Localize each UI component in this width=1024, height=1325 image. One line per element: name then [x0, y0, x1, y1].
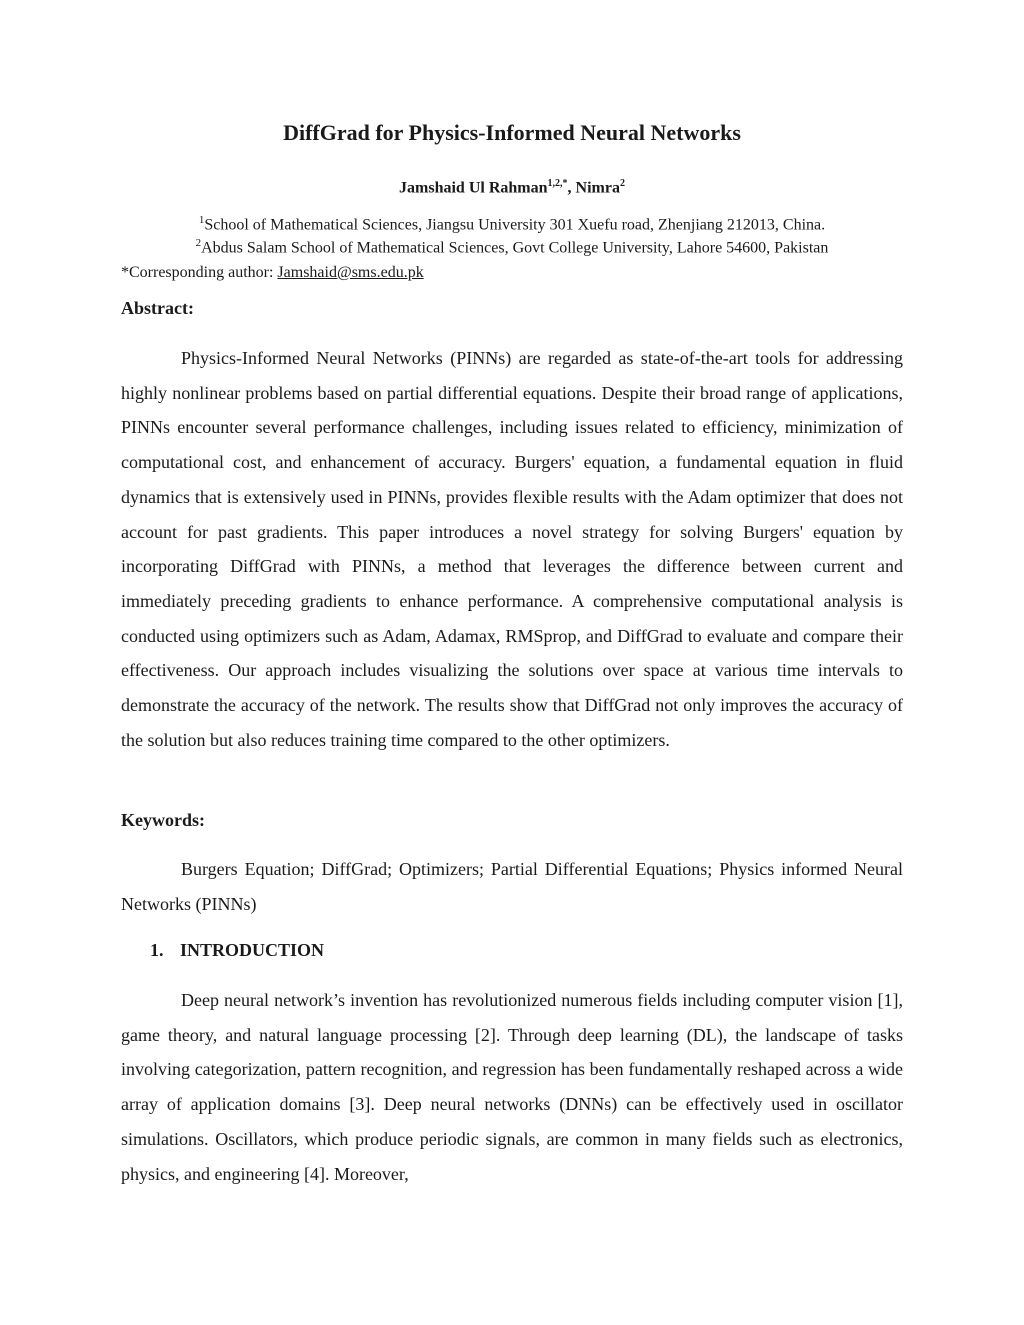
abstract-text: Physics-Informed Neural Networks (PINNs) are regarded as state-of-the-art tools for addressing highly nonlinear problems based on partial differential equations. Despite their broad range of applications, PINNs encounter several performance challenges, including issues related to efficiency, minimization of computational cost, and enhancement of accuracy. Burgers' equation, a fundamental equation in fluid dynamics that is extensively used in PINNs, provides flexible results with the Adam optimizer that does not account for past gradients. This paper introduces a novel strategy for solving Burgers' equation by incorporating DiffGrad with PINNs, a method that leverages the difference between current and immediately preceding gradients to enhance performance. A comprehensive computational analysis is conducted using optimizers such as Adam, Adamax, RMSprop, and DiffGrad to evaluate and compare their effectiveness. Our approach includes visualizing the solutions over space at various time intervals to demonstrate the accuracy of the network. The results show that DiffGrad not only improves the accuracy of the solution but also reduces training time compared to the other optimizers.	[121, 348, 903, 750]
paper-title: DiffGrad for Physics-Informed Neural Networks	[283, 120, 741, 145]
affiliation-2-text: Abdus Salam School of Mathematical Sciences, Govt College University, Lahore 54600, Pakistan	[201, 239, 829, 257]
section-title: INTRODUCTION	[180, 940, 325, 960]
section-number: 1.	[150, 940, 164, 960]
introduction-heading	[150, 940, 324, 961]
affiliation-2	[0, 237, 1024, 257]
author-2-affiliation-marker: 2	[619, 178, 625, 189]
abstract-heading: Abstract:	[121, 298, 194, 318]
keywords-text: Burgers Equation; DiffGrad; Optimizers; Partial Differential Equations; Physics informed Neural Networks (PINNs)	[121, 859, 903, 914]
affiliation-1-marker: 1	[198, 214, 205, 226]
corresponding-author	[121, 264, 424, 282]
author-separator: ,	[567, 179, 576, 197]
author-name-1: Jamshaid Ul Rahman	[399, 179, 548, 197]
affiliation-2-marker: 2	[195, 237, 202, 249]
author-line	[0, 178, 1024, 197]
introduction-text: Deep neural network’s invention has revolutionized numerous fields including computer vision [1], game theory, and natural language processing [2]. Through deep learning (DL), the landscape of tasks involving categorization, pattern recognition, and regression has been fundamentally reshaped across a wide array of application domains [3]. Deep neural networks (DNNs) can be effectively used in oscillator simulations. Oscillators, which produce periodic signals, are common in many fields such as electronics, physics, and engineering [4]. Moreover,	[121, 990, 903, 1184]
corresponding-author-label: *Corresponding author:	[121, 264, 278, 281]
corresponding-author-email-link[interactable]: Jamshaid@sms.edu.pk	[277, 264, 424, 281]
affiliation-1-text: School of Mathematical Sciences, Jiangsu University 301 Xuefu road, Zhenjiang 212013, China.	[204, 216, 826, 234]
keywords-heading: Keywords:	[121, 810, 205, 830]
author-1-affiliation-marker: 1,2,*	[547, 178, 568, 189]
affiliation-1	[0, 214, 1024, 234]
author-name-2: Nimra	[575, 179, 620, 197]
